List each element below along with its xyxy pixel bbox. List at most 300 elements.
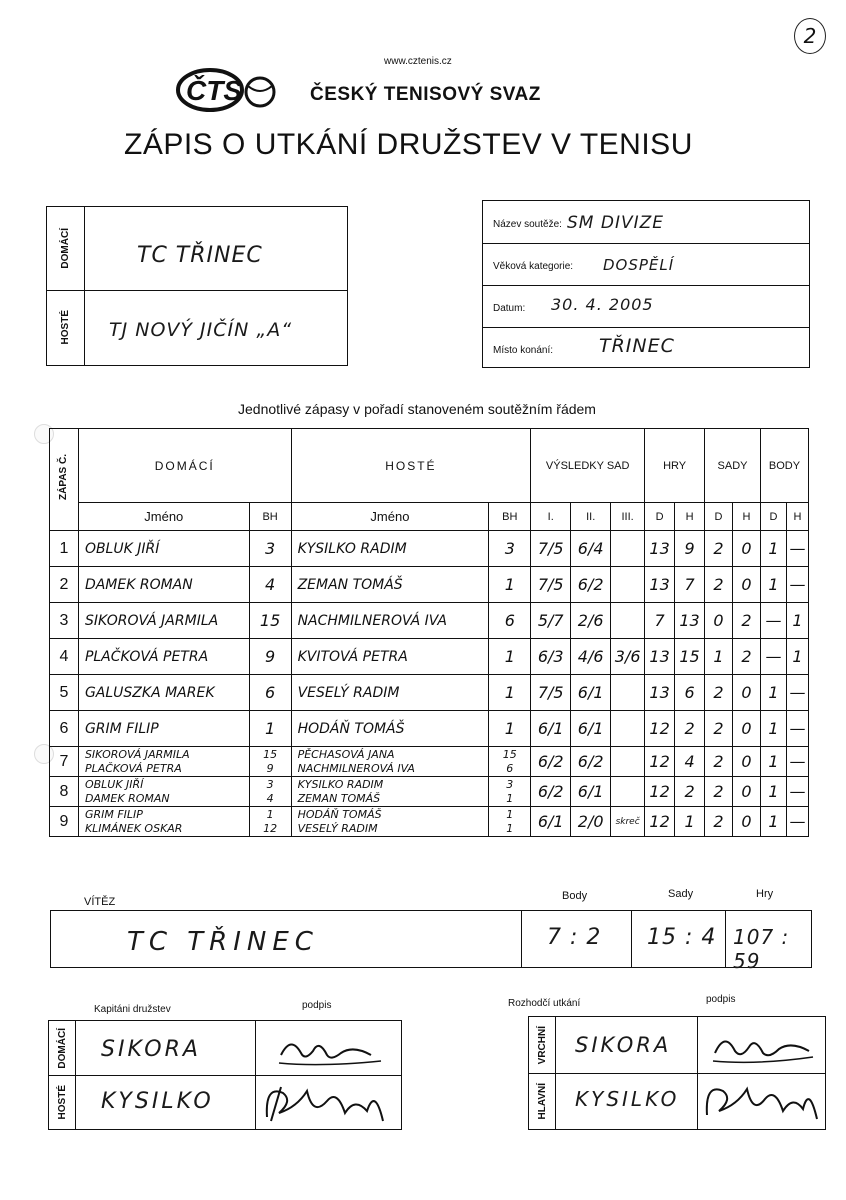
games-h-value: 1	[684, 812, 695, 831]
captain-away-signature	[257, 1077, 401, 1129]
referee-main-value: SIKORA	[575, 1033, 672, 1057]
match-no	[50, 639, 79, 675]
winner-label: VÍTĚZ	[84, 896, 116, 908]
competition-label: Název soutěže:	[493, 219, 562, 230]
set3-value: skreč	[615, 816, 640, 827]
sets-h	[733, 603, 761, 639]
sets-h-value: 0	[741, 782, 752, 801]
away-team-value: TJ NOVÝ JIČÍN „A“	[109, 319, 293, 341]
info-box	[482, 200, 810, 368]
points-h	[786, 747, 808, 777]
set3	[611, 777, 645, 807]
sets-h	[733, 675, 761, 711]
set1-value: 6/1	[537, 719, 564, 738]
away-bh	[489, 531, 531, 567]
th-games: HRY	[645, 429, 705, 503]
games-d-value: 13	[649, 647, 670, 666]
games-h	[675, 675, 705, 711]
points-h	[786, 777, 808, 807]
games-h-value: 13	[679, 611, 700, 630]
referee-head-value: KYSILKO	[575, 1087, 680, 1111]
points-h	[786, 567, 808, 603]
cts-logo	[172, 64, 282, 114]
home-players	[78, 747, 249, 777]
match-no-value: 2	[59, 575, 69, 593]
away-player	[291, 639, 489, 675]
referee-title: Rozhodčí utkání	[508, 998, 581, 1009]
sets-h-value: 2	[741, 611, 752, 630]
games-d	[645, 567, 675, 603]
th-points-d: D	[760, 503, 786, 531]
sets-h	[733, 711, 761, 747]
away-bh	[489, 747, 531, 777]
points-h-value: —	[789, 719, 806, 738]
cts-logo-icon	[172, 64, 282, 114]
away-bh	[489, 639, 531, 675]
set1-value: 6/1	[537, 812, 564, 831]
sets-h-value: 0	[741, 812, 752, 831]
home-player-name: GALUSZKA MAREK	[84, 684, 215, 701]
sets-d	[705, 639, 733, 675]
points-h-value: —	[789, 812, 806, 831]
away-bh	[489, 807, 531, 837]
away-player-name: KVITOVÁ PETRA	[297, 648, 408, 665]
th-points-h: H	[786, 503, 808, 531]
th-home-bh: BH	[249, 503, 291, 531]
th-results: VÝSLEDKY SAD	[531, 429, 645, 503]
points-h-value: —	[789, 539, 806, 558]
th-games-d: D	[645, 503, 675, 531]
points-d-value: 1	[768, 782, 779, 801]
points-d-value: 1	[768, 683, 779, 702]
home-bh-2: 4	[266, 791, 274, 805]
set2-value: 6/2	[577, 575, 604, 594]
home-player-name: PLAČKOVÁ PETRA	[84, 648, 209, 665]
th-sets-d: D	[705, 503, 733, 531]
set1	[531, 639, 571, 675]
set3	[611, 675, 645, 711]
sets-value: 15 : 4	[647, 925, 717, 950]
games-d	[645, 603, 675, 639]
home-player-name: OBLUK JIŘÍ	[84, 540, 160, 557]
points-h-value: —	[789, 575, 806, 594]
set1-value: 7/5	[537, 539, 564, 558]
set2-value: 2/0	[577, 812, 604, 831]
home-player	[78, 639, 249, 675]
home-bh-value: 15	[259, 611, 281, 630]
away-bh-value: 6	[504, 611, 515, 630]
away-player-name: NACHMILNEROVÁ IVA	[297, 612, 447, 629]
points-d-value: 1	[768, 539, 779, 558]
match-no	[50, 567, 79, 603]
games-d-value: 12	[649, 812, 670, 831]
games-d-value: 7	[654, 611, 665, 630]
games-d-value: 13	[649, 575, 670, 594]
set1	[531, 531, 571, 567]
home-player	[78, 603, 249, 639]
set2	[571, 675, 611, 711]
games-h	[675, 747, 705, 777]
away-bh-value: 1	[504, 719, 515, 738]
th-match-no: ZÁPAS Č.	[58, 454, 70, 500]
games-d-value: 13	[649, 539, 670, 558]
points-h	[786, 807, 808, 837]
home-player	[78, 567, 249, 603]
home-player-name: DAMEK ROMAN	[84, 576, 193, 593]
match-no-value: 6	[59, 719, 69, 737]
games-h	[675, 531, 705, 567]
set2-value: 4/6	[577, 647, 604, 666]
games-h	[675, 567, 705, 603]
away-player-name: ZEMAN TOMÁŠ	[297, 576, 403, 593]
points-h-value: —	[789, 752, 806, 771]
org-name: ČESKÝ TENISOVÝ SVAZ	[310, 84, 541, 105]
sets-h-value: 0	[741, 683, 752, 702]
points-h-value: 1	[792, 647, 803, 666]
match-no	[50, 603, 79, 639]
referee-sign-label: podpis	[706, 994, 736, 1005]
place-label: Místo konání:	[493, 345, 554, 356]
home-player	[78, 531, 249, 567]
games-h-value: 2	[684, 782, 695, 801]
games-h	[675, 639, 705, 675]
match-no-value: 8	[59, 782, 69, 800]
captain-home-label: DOMÁCÍ	[56, 1027, 68, 1069]
away-player-2: VESELÝ RADIM	[297, 821, 378, 835]
games-h	[675, 807, 705, 837]
home-player	[78, 711, 249, 747]
sets-label: Sady	[668, 888, 694, 900]
points-h-value: —	[789, 782, 806, 801]
sets-d-value: 2	[713, 575, 724, 594]
away-bh-2: 1	[506, 821, 514, 835]
away-player	[291, 567, 489, 603]
points-h	[786, 675, 808, 711]
away-bh	[489, 603, 531, 639]
games-value: 107 : 59	[733, 925, 790, 973]
home-bh-1: 1	[266, 807, 274, 821]
match-no-value: 9	[59, 812, 69, 830]
home-bh-value: 1	[265, 719, 276, 738]
table-row	[50, 531, 809, 567]
referee-head-label: HLAVNÍ	[536, 1082, 548, 1120]
points-d	[760, 567, 786, 603]
home-player-2: DAMEK ROMAN	[84, 791, 170, 805]
set2-value: 6/4	[577, 539, 604, 558]
set1-value: 6/2	[537, 752, 564, 771]
away-player-name: VESELÝ RADIM	[297, 684, 400, 701]
home-bh	[249, 531, 291, 567]
set2	[571, 531, 611, 567]
header-url: www.cztenis.cz	[384, 56, 452, 67]
set1	[531, 711, 571, 747]
set2	[571, 777, 611, 807]
sets-d	[705, 777, 733, 807]
away-bh	[489, 567, 531, 603]
set1	[531, 747, 571, 777]
matches-table	[49, 428, 809, 837]
games-d	[645, 675, 675, 711]
games-h-value: 2	[684, 719, 695, 738]
set3	[611, 603, 645, 639]
home-bh-2: 12	[263, 821, 278, 835]
away-player	[291, 711, 489, 747]
games-d	[645, 777, 675, 807]
sets-h-value: 2	[741, 647, 752, 666]
th-sets-h: H	[733, 503, 761, 531]
date-label: Datum:	[493, 303, 526, 314]
sets-h-value: 0	[741, 539, 752, 558]
away-player-1: KYSILKO RADIM	[297, 777, 384, 791]
games-d-value: 12	[649, 719, 670, 738]
set3	[611, 531, 645, 567]
home-player-1: SIKOROVÁ JARMILA	[84, 747, 190, 761]
home-player-2: KLIMÁNEK OSKAR	[84, 821, 183, 835]
games-d	[645, 807, 675, 837]
home-bh	[249, 711, 291, 747]
games-d-value: 12	[649, 752, 670, 771]
match-no-value: 5	[59, 683, 69, 701]
away-player-name: HODÁŇ TOMÁŠ	[297, 720, 405, 737]
set2	[571, 807, 611, 837]
home-bh-value: 3	[265, 539, 276, 558]
age-value: DOSPĚLÍ	[603, 256, 675, 274]
home-bh-value: 6	[265, 683, 276, 702]
set2	[571, 639, 611, 675]
referee-main-signature	[701, 1023, 821, 1069]
page-number-circle	[794, 18, 826, 54]
home-player-name: GRIM FILIP	[84, 720, 159, 737]
captain-home-signature	[261, 1025, 397, 1073]
winner-box	[50, 910, 812, 973]
place-value: TŘINEC	[599, 335, 675, 357]
away-bh-value: 1	[504, 647, 515, 666]
sets-d	[705, 603, 733, 639]
sets-d	[705, 747, 733, 777]
games-h-value: 9	[684, 539, 695, 558]
sets-h	[733, 639, 761, 675]
set1	[531, 807, 571, 837]
set2-value: 2/6	[577, 611, 604, 630]
match-no-value: 7	[59, 752, 69, 770]
set2-value: 6/1	[577, 719, 604, 738]
set3	[611, 639, 645, 675]
sets-h-value: 0	[741, 752, 752, 771]
matches-title: Jednotlivé zápasy v pořadí stanoveném soutěžním řádem	[238, 401, 596, 417]
away-player	[291, 603, 489, 639]
points-d	[760, 639, 786, 675]
table-row	[50, 711, 809, 747]
winner-value: TC TŘINEC	[127, 927, 319, 957]
referee-head-signature	[699, 1075, 823, 1127]
away-players	[291, 807, 489, 837]
away-player	[291, 675, 489, 711]
set3	[611, 567, 645, 603]
set2	[571, 603, 611, 639]
sets-d-value: 1	[713, 647, 724, 666]
home-bh	[249, 807, 291, 837]
games-h	[675, 777, 705, 807]
away-bh-1: 15	[502, 747, 517, 761]
points-h	[786, 531, 808, 567]
points-label: Body	[562, 890, 588, 902]
home-player-2: PLAČKOVÁ PETRA	[84, 761, 182, 775]
home-player-1: GRIM FILIP	[84, 807, 143, 821]
match-no-value: 1	[59, 539, 69, 557]
set1	[531, 567, 571, 603]
captain-away-label: HOSTÉ	[56, 1084, 68, 1120]
sets-h	[733, 747, 761, 777]
set3	[611, 807, 645, 837]
set1	[531, 777, 571, 807]
games-h	[675, 603, 705, 639]
away-bh-2: 6	[506, 761, 514, 775]
table-row	[50, 807, 809, 837]
page-number: 2	[803, 24, 817, 48]
home-bh	[249, 675, 291, 711]
th-set2: II.	[571, 503, 611, 531]
points-d	[760, 777, 786, 807]
set2-value: 6/2	[577, 752, 604, 771]
points-d-value: 1	[768, 575, 779, 594]
games-d	[645, 531, 675, 567]
away-player	[291, 531, 489, 567]
away-bh-value: 3	[504, 539, 515, 558]
sets-h-value: 0	[741, 575, 752, 594]
home-players	[78, 777, 249, 807]
match-no	[50, 747, 79, 777]
captain-home-value: SIKORA	[101, 1037, 201, 1062]
away-bh-2: 1	[506, 791, 514, 805]
away-players	[291, 777, 489, 807]
captain-away-value: KYSILKO	[101, 1089, 214, 1114]
set1-value: 6/2	[537, 782, 564, 801]
set2	[571, 567, 611, 603]
set3-value: 3/6	[614, 647, 641, 666]
points-h	[786, 639, 808, 675]
away-bh-value: 1	[504, 575, 515, 594]
games-d	[645, 711, 675, 747]
points-d-value: 1	[768, 719, 779, 738]
points-d	[760, 531, 786, 567]
svg-text:ČTS: ČTS	[186, 75, 242, 106]
games-label: Hry	[756, 888, 774, 900]
games-h	[675, 711, 705, 747]
away-player-1: HODÁŇ TOMÁŠ	[297, 807, 382, 821]
points-d	[760, 747, 786, 777]
home-bh	[249, 777, 291, 807]
match-no	[50, 675, 79, 711]
home-bh	[249, 747, 291, 777]
referee-box	[528, 1016, 826, 1130]
th-points: BODY	[760, 429, 808, 503]
away-bh	[489, 711, 531, 747]
games-d-value: 13	[649, 683, 670, 702]
sets-d-value: 2	[713, 539, 724, 558]
points-h-value: —	[789, 683, 806, 702]
age-label: Věková kategorie:	[493, 261, 574, 272]
set2-value: 6/1	[577, 683, 604, 702]
away-bh	[489, 675, 531, 711]
th-set1: I.	[531, 503, 571, 531]
set2	[571, 747, 611, 777]
away-bh-1: 1	[506, 807, 514, 821]
sets-d	[705, 711, 733, 747]
set1-value: 7/5	[537, 683, 564, 702]
set2-value: 6/1	[577, 782, 604, 801]
games-h-value: 4	[684, 752, 695, 771]
captains-title: Kapitáni družstev	[94, 1004, 171, 1015]
points-d-value: 1	[768, 812, 779, 831]
sets-d	[705, 807, 733, 837]
points-d	[760, 807, 786, 837]
match-no	[50, 777, 79, 807]
points-d	[760, 603, 786, 639]
home-player-name: SIKOROVÁ JARMILA	[84, 612, 219, 629]
home-players	[78, 807, 249, 837]
set1	[531, 603, 571, 639]
table-row	[50, 567, 809, 603]
away-player-1: PĚCHASOVÁ JANA	[297, 747, 395, 761]
set1	[531, 675, 571, 711]
games-h-value: 7	[684, 575, 695, 594]
away-bh-1: 3	[506, 777, 514, 791]
sets-d	[705, 675, 733, 711]
sets-d-value: 2	[713, 683, 724, 702]
sets-h	[733, 807, 761, 837]
points-d-value: —	[765, 647, 782, 666]
games-d	[645, 747, 675, 777]
page-title: ZÁPIS O UTKÁNÍ DRUŽSTEV V TENISU	[124, 128, 693, 161]
sets-d	[705, 567, 733, 603]
sets-h	[733, 567, 761, 603]
away-player-name: KYSILKO RADIM	[297, 540, 407, 557]
sets-d-value: 2	[713, 719, 724, 738]
th-sets: SADY	[705, 429, 761, 503]
points-d	[760, 711, 786, 747]
sets-d-value: 2	[713, 752, 724, 771]
th-games-h: H	[675, 503, 705, 531]
set3	[611, 747, 645, 777]
home-team-value: TC TŘINEC	[137, 243, 263, 268]
th-away-bh: BH	[489, 503, 531, 531]
captains-box	[48, 1020, 402, 1130]
home-bh	[249, 567, 291, 603]
teams-box	[46, 206, 348, 366]
table-row	[50, 639, 809, 675]
match-no	[50, 711, 79, 747]
referee-main-label: VRCHNÍ	[536, 1025, 548, 1065]
home-bh-2: 9	[266, 761, 274, 775]
home-team-label: DOMÁCÍ	[60, 228, 71, 269]
games-d	[645, 639, 675, 675]
sets-h	[733, 531, 761, 567]
captains-sign-label: podpis	[302, 1000, 332, 1011]
competition-value: SM DIVIZE	[567, 213, 664, 233]
away-player-2: ZEMAN TOMÁŠ	[297, 791, 381, 805]
home-bh-1: 15	[263, 747, 278, 761]
away-team-label: HOSTÉ	[60, 310, 71, 345]
set1-value: 7/5	[537, 575, 564, 594]
sets-h	[733, 777, 761, 807]
home-bh-value: 4	[265, 575, 276, 594]
home-bh-1: 3	[266, 777, 274, 791]
table-row	[50, 603, 809, 639]
home-player-1: OBLUK JIŘÍ	[84, 777, 144, 791]
sets-d-value: 2	[713, 812, 724, 831]
table-row	[50, 747, 809, 777]
sets-h-value: 0	[741, 719, 752, 738]
